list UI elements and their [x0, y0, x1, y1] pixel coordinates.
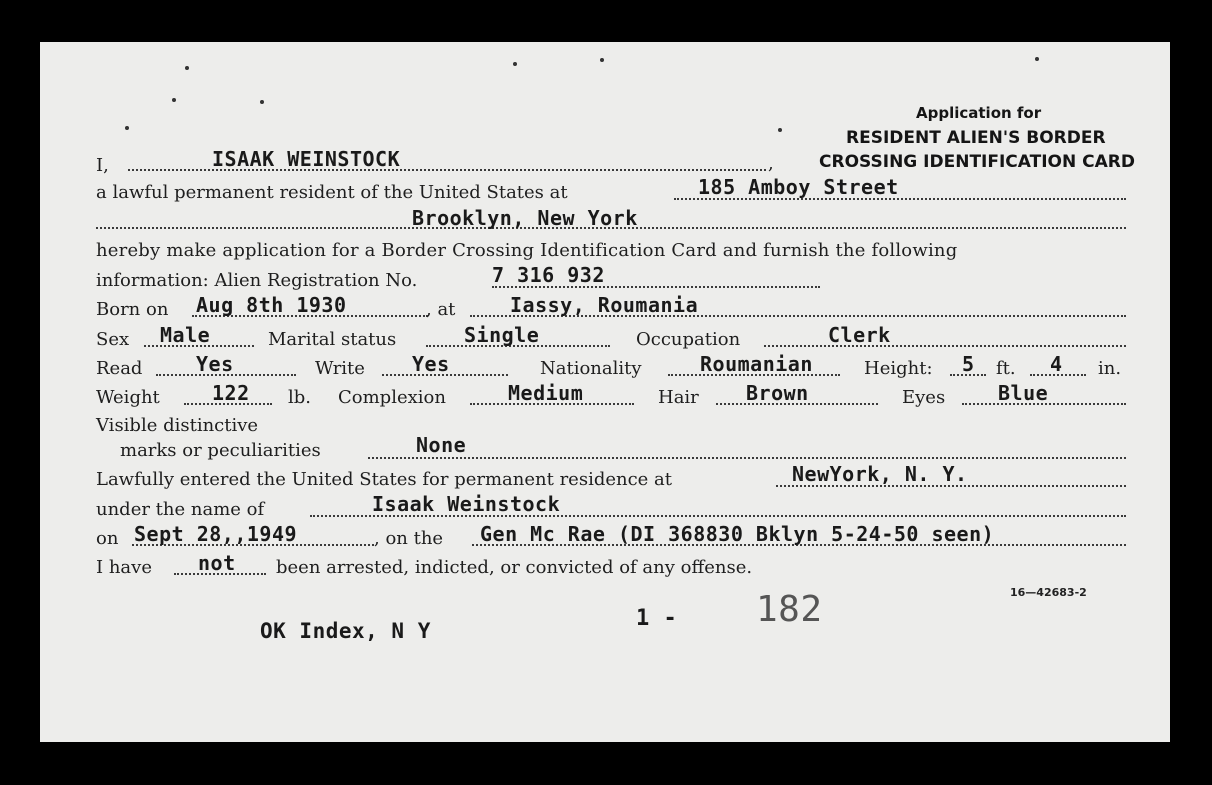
occupation-value: Clerk [828, 323, 891, 347]
birth-place: Iassy, Roumania [510, 293, 699, 317]
label-comma: , [768, 153, 774, 174]
scan-speck [125, 126, 129, 130]
entry-date: Sept 28,,1949 [134, 522, 298, 546]
sex-value: Male [160, 323, 211, 347]
alien-reg-number: 7 316 932 [492, 263, 605, 287]
label-read: Read [96, 358, 143, 379]
label-nationality: Nationality [540, 358, 642, 379]
label-on-the: , on the [374, 528, 444, 549]
label-born-on: Born on [96, 299, 169, 320]
header-application-for: Application for [916, 104, 1042, 122]
label-marital-status: Marital status [268, 329, 397, 350]
eyes-value: Blue [998, 381, 1049, 405]
birth-date: Aug 8th 1930 [196, 293, 347, 317]
header-resident-alien: RESIDENT ALIEN'S BORDER [846, 128, 1106, 148]
border-crossing-application-card [40, 42, 1170, 742]
label-ft: ft. [996, 358, 1016, 379]
label-alien-reg: information: Alien Registration No. [96, 270, 418, 291]
label-i: I, [96, 155, 109, 176]
hair-value: Brown [746, 381, 809, 405]
scan-speck [778, 128, 782, 132]
label-complexion: Complexion [338, 387, 446, 408]
vessel-value: Gen Mc Rae (DI 368830 Bklyn 5-24-50 seen) [480, 522, 995, 546]
write-value: Yes [412, 352, 450, 376]
label-hereby: hereby make application for a Border Crossing Identification Card and furnish the following [96, 240, 958, 261]
address-city: Brooklyn, New York [412, 206, 638, 230]
read-value: Yes [196, 352, 234, 376]
label-been-arrested: been arrested, indicted, or convicted of any offense. [276, 557, 753, 578]
label-visible-distinctive: Visible distinctive [96, 415, 259, 436]
scan-speck [172, 98, 176, 102]
label-lb: lb. [288, 387, 312, 408]
form-number: 16—42683-2 [1010, 586, 1087, 599]
label-occupation: Occupation [636, 329, 741, 350]
label-hair: Hair [658, 387, 699, 408]
label-write: Write [315, 358, 365, 379]
label-on: on [96, 528, 119, 549]
label-i-have: I have [96, 557, 152, 578]
marital-status-value: Single [464, 323, 540, 347]
label-eyes: Eyes [902, 387, 946, 408]
scan-speck [1035, 57, 1039, 61]
arrested-value: not [198, 551, 236, 575]
header-crossing-card: CROSSING IDENTIFICATION CARD [819, 152, 1135, 172]
label-sex: Sex [96, 329, 130, 350]
address-street: 185 Amboy Street [698, 175, 899, 199]
scan-speck [185, 66, 189, 70]
weight-value: 122 [212, 381, 250, 405]
entry-name: Isaak Weinstock [372, 492, 561, 516]
complexion-value: Medium [508, 381, 584, 405]
label-under-name: under the name of [96, 499, 265, 520]
marks-value: None [416, 433, 467, 457]
label-at: , at [426, 299, 456, 320]
label-height: Height: [864, 358, 933, 379]
height-in-value: 4 [1050, 352, 1063, 376]
height-ft-value: 5 [962, 352, 975, 376]
nationality-value: Roumanian [700, 352, 813, 376]
applicant-name: ISAAK WEINSTOCK [212, 147, 401, 171]
stamp-number: 182 [756, 589, 823, 630]
scan-speck [513, 62, 517, 66]
marks-line [368, 457, 1126, 459]
scan-speck [600, 58, 604, 62]
label-marks: marks or peculiarities [120, 440, 321, 461]
occupation-line [764, 345, 1126, 347]
port-of-entry: NewYork, N. Y. [792, 462, 968, 486]
label-lawfully-entered: Lawfully entered the United States for permanent residence at [96, 469, 673, 490]
label-in: in. [1098, 358, 1122, 379]
scan-speck [260, 100, 264, 104]
label-lawful-resident: a lawful permanent resident of the United States at [96, 182, 568, 203]
label-weight: Weight [96, 387, 160, 408]
stamp-prefix: 1 - [636, 606, 678, 631]
ok-index-note: OK Index, N Y [260, 619, 431, 643]
